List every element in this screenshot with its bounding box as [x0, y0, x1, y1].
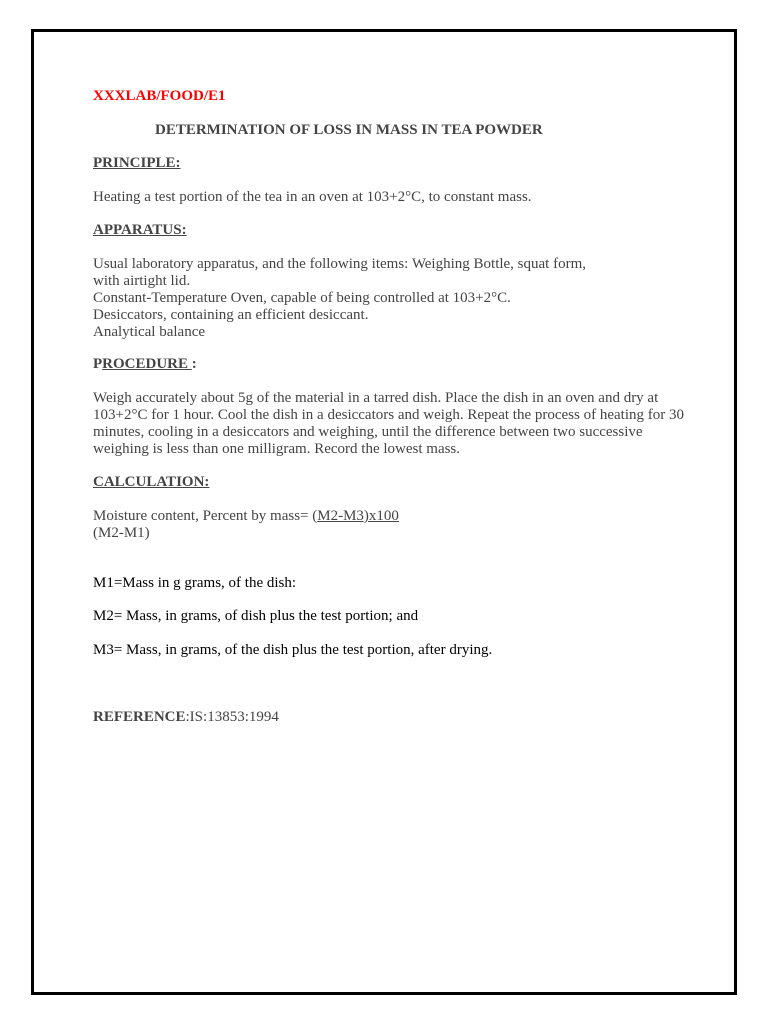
reference-label: REFERENCE: [93, 709, 186, 725]
procedure-line: Weigh accurately about 5g of the material in a tarred dish. Place the dish in an oven and dry at: [93, 390, 659, 406]
reference: [93, 709, 279, 726]
principle-heading: PRINCIPLE:: [93, 155, 181, 171]
procedure-heading-underlined: ROCEDURE: [102, 356, 192, 372]
procedure-heading: [93, 356, 197, 373]
apparatus-line: Usual laboratory apparatus, and the following items: Weighing Bottle, squat form,: [93, 256, 587, 272]
formula-numerator: M2-M3)x100: [317, 508, 399, 524]
formula-line: [93, 508, 399, 525]
formula-denominator: (M2-M1): [93, 525, 150, 541]
apparatus-line: Desiccators, containing an efficient desiccant.: [93, 307, 369, 323]
definition-m1: M1=Mass in g grams, of the dish:: [93, 575, 297, 591]
definition-m3: M3= Mass, in grams, of the dish plus the test portion, after drying.: [93, 642, 493, 658]
definition-m2: M2= Mass, in grams, of dish plus the test portion; and: [93, 608, 419, 624]
procedure-line: 103+2°C for 1 hour. Cool the dish in a desiccators and weigh. Repeat the process of heating for 30: [93, 407, 684, 423]
apparatus-line: Constant-Temperature Oven, capable of being controlled at 103+2°C.: [93, 290, 511, 306]
procedure-heading-prefix: P: [93, 356, 103, 372]
apparatus-line: Analytical balance: [93, 324, 206, 340]
principle-text: Heating a test portion of the tea in an oven at 103+2°C, to constant mass.: [93, 189, 532, 205]
apparatus-heading: APPARATUS:: [93, 222, 187, 238]
apparatus-line: with airtight lid.: [93, 273, 191, 289]
procedure-line: minutes, cooling in a desiccators and weighing, until the difference between two successive: [93, 424, 643, 440]
calculation-heading: CALCULATION:: [93, 474, 210, 490]
formula-prefix: Moisture content, Percent by mass= (: [93, 508, 318, 524]
document-code: XXXLAB/FOOD/E1: [93, 88, 226, 104]
procedure-line: weighing is less than one milligram. Record the lowest mass.: [93, 441, 461, 457]
reference-value: :IS:13853:1994: [185, 709, 279, 725]
procedure-heading-suffix: :: [191, 356, 197, 372]
page-title: DETERMINATION OF LOSS IN MASS IN TEA POWDER: [155, 122, 543, 138]
